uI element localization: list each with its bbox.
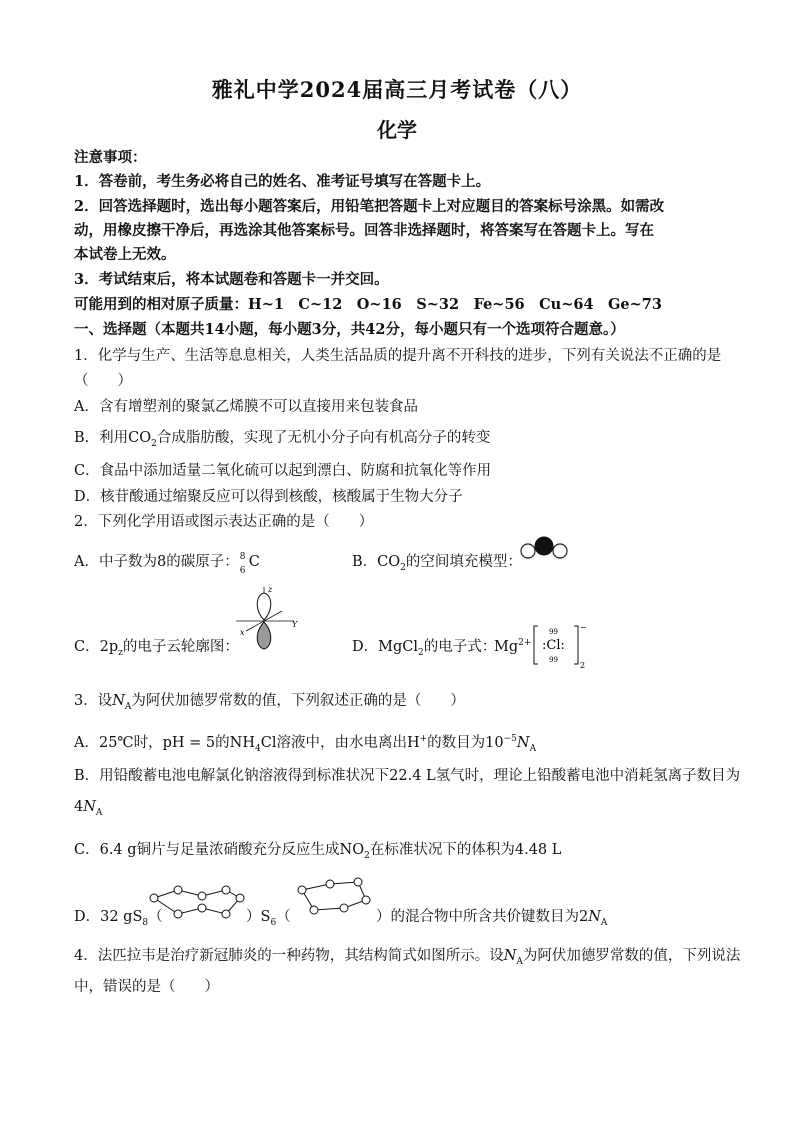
q2-option-d: D．MgCl$_2$的电子式： [352,639,497,658]
q1-option-b: B．利用$CO_2$合成脂肪酸，实现了无机小分子向有机高分子的转变 [74,430,491,449]
notice-heading: 注意事项： [74,149,147,166]
notice-item-2-cont: 动，用橡皮擦干净后，再选涂其他答案标号。回答非选择题时，将答案写在答题卡上。写在 [74,222,654,239]
q3-option-d-post: ）的混合物中所含共价键数目为$2N_A$ [376,909,608,928]
s8-ring-structure [146,884,246,924]
q3-option-b: B．用铅酸蓄电池电解氯化钠溶液得到标准状况下22.4 L氢气时，理论上铅酸蓄电池中消耗氢离子数目为 [74,768,741,784]
2pz-orbital-diagram [232,583,304,653]
q4-stem: 4．法匹拉韦是治疗新冠肺炎的一种药物，其结构简式如图所示。设$N_A$为阿伏加德罗常数的值，下列说法 [74,948,741,967]
axis-y-label: Y [292,620,298,629]
q1-stem-paren: （ ） [74,373,132,389]
q4-stem-cont: 中，错误的是（ ） [74,979,219,995]
chloride-symbol: :Cl: [542,638,565,653]
bracket-subscript: 2 [580,661,586,670]
chloride-bracket [530,622,590,670]
q1-stem: 1．化学与生产、生活等息息相关，人类生活品质的提升离不开科技的进步，下列有关说法不正确的是 [74,348,722,364]
q3-stem: 3．设$N_A$为阿伏加德罗常数的值，下列叙述正确的是（ ） [74,693,465,712]
q2-option-c: C．$2p_z$的电子云轮廓图： [74,639,239,658]
notice-item-1: 1．答卷前，考生务必将自己的姓名、准考证号填写在答题卡上。 [74,173,491,190]
mgcl2-electron-formula: $Mg^{2+}$ [494,638,532,655]
q1-option-a: A．含有增塑剂的聚氯乙烯膜不可以直接用来包装食品 [74,399,418,415]
axis-z-label: z [268,585,273,594]
co2-space-filling-model [516,534,572,562]
q1-option-d: D．核苷酸通过缩聚反应可以得到核酸，核酸属于生物大分子 [74,489,463,505]
atomic-masses: 可能用到的相对原子质量：H~1 C~12 O~16 S~32 Fe~56 Cu~64 Ge~73 [74,296,662,313]
axis-x-label: x [240,628,245,637]
q2-option-b: B．$CO_2$的空间填充模型： [352,554,522,573]
s6-ring-structure [292,876,378,918]
svg-text:99: 99 [549,628,558,636]
q2-option-a: A．中子数为8的碳原子： 8 6 C [74,552,260,576]
notice-item-2-end: 本试卷上无效。 [74,246,176,263]
notice-item-2: 2．回答选择题时，选出每小题答案后，用铅笔把答题卡上对应题目的答案标号涂黑。如需改 [74,198,665,215]
subject-title: 化学 [377,118,417,142]
q3-option-c: C．6.4 g铜片与足量浓硝酸充分反应生成$NO_2$在标准状况下的体积为4.48 L [74,842,562,861]
q3-option-d-mid: ）$S_6$（ [246,909,291,928]
q3-option-d-pre: D．32 $gS_8$（ [74,909,163,928]
svg-text:−: − [580,623,587,632]
q2-stem: 2．下列化学用语或图示表达正确的是（ ） [74,514,374,530]
q3-option-a: A．25℃时，pH = 5的$NH_4Cl$溶液中，由水电离出H+的数目为$10^{-5}N_A$ [74,734,537,754]
q3-option-b-cont: $4N_A$ [74,799,103,818]
svg-text:99: 99 [549,656,558,664]
exam-title: 雅礼中学2024届高三月考试卷（八） [211,77,583,102]
notice-item-3: 3．考试结束后，将本试题卷和答题卡一并交回。 [74,271,389,288]
section-heading: 一、选择题（本题共14小题，每小题3分，共42分，每小题只有一个选项符合题意。） [74,321,625,338]
q1-option-c: C．食品中添加适量二氧化硫可以起到漂白、防腐和抗氧化等作用 [74,463,492,479]
